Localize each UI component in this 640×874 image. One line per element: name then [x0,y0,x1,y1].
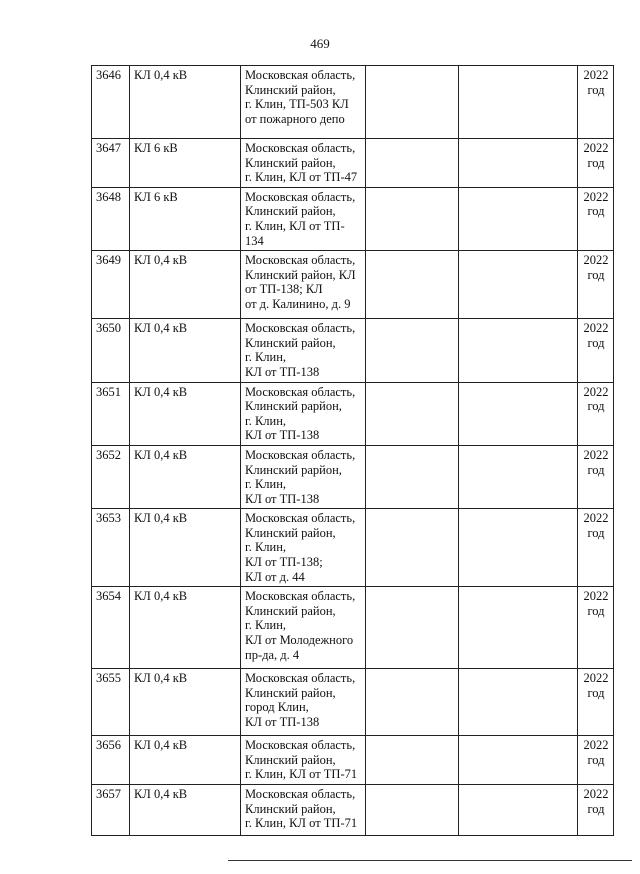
page-number: 469 [310,36,330,51]
year-line: год [587,685,605,700]
address-line: г. Клин, [245,413,287,428]
year-line: год [587,82,605,97]
address-line: КЛ от Молодежного [245,633,354,648]
table-row [92,251,614,319]
address-line: Московская область, [245,189,356,204]
year-line: 2022 [583,321,609,336]
address-line: г. Клин, ТП-503 КЛ [245,97,349,112]
address-cell [241,319,366,382]
row-number-cell: 3650 [92,319,130,382]
address-line: Московская область, [245,671,356,686]
year-cell [578,587,614,669]
year-cell [578,187,614,250]
year-cell [578,382,614,445]
address-line: Московская область, [245,68,356,82]
empty-cell [366,785,459,836]
row-number-cell: 3656 [92,736,130,785]
address-line: Клинский район, [245,752,336,767]
empty-cell [459,785,578,836]
empty-cell [459,669,578,736]
year-line: 2022 [583,384,609,399]
address-line: КЛ от ТП-138 [245,364,320,379]
year-line: год [587,399,605,414]
year-line: 2022 [583,447,609,462]
row-number-cell: 3647 [92,139,130,188]
line-type-cell: КЛ 0,4 кВ [130,736,241,785]
empty-cell [366,187,459,250]
registry-table-body [92,66,614,836]
address-cell [241,587,366,669]
line-type-cell: КЛ 0,4 кВ [130,587,241,669]
address-line: Клинский район, [245,82,336,97]
table-row [92,382,614,445]
year-line: 2022 [583,68,609,82]
empty-cell [366,251,459,319]
year-line: 2022 [583,141,609,155]
empty-cell [459,319,578,382]
address-line: Клинский район, [245,801,336,816]
table-row [92,66,614,139]
row-number-cell: 3649 [92,251,130,319]
line-type-cell: КЛ 0,4 кВ [130,445,241,508]
empty-cell [366,587,459,669]
address-cell [241,66,366,139]
row-number-cell: 3654 [92,587,130,669]
address-cell [241,509,366,587]
address-cell [241,669,366,736]
year-cell [578,139,614,188]
address-line: Московская область, [245,511,356,526]
line-type-cell: КЛ 0,4 кВ [130,785,241,836]
address-line: Клинский район, КЛ [245,267,356,282]
table-row [92,509,614,587]
line-type-cell: КЛ 0,4 кВ [130,669,241,736]
table-row [92,319,614,382]
address-cell [241,251,366,319]
year-cell [578,785,614,836]
line-type-cell: КЛ 0,4 кВ [130,319,241,382]
address-line: Клинский рарйон, [245,399,342,414]
empty-cell [459,187,578,250]
address-line: Клинский район, [245,603,336,618]
empty-cell [366,445,459,508]
year-cell [578,445,614,508]
address-line: КЛ от ТП-138 [245,715,320,730]
address-line: Московская область, [245,384,356,399]
year-line: год [587,335,605,350]
address-line: г. Клин, КЛ от ТП-71 [245,816,358,831]
empty-cell [366,669,459,736]
row-number-cell: 3657 [92,785,130,836]
address-line: г. Клин, [245,477,287,492]
year-line: год [587,801,605,816]
address-line: Клинский район, [245,204,336,219]
address-line: Московская область, [245,447,356,462]
empty-cell [459,66,578,139]
address-line: КЛ от ТП-138 [245,428,320,443]
year-line: 2022 [583,671,609,686]
year-line: год [587,462,605,477]
line-type-cell: КЛ 0,4 кВ [130,66,241,139]
row-number-cell: 3655 [92,669,130,736]
empty-cell [459,509,578,587]
empty-cell [366,509,459,587]
address-line: Клинский район, [245,155,336,170]
address-cell [241,187,366,250]
year-cell [578,251,614,319]
empty-cell [459,139,578,188]
address-line: Московская область, [245,253,356,268]
row-number-cell: 3653 [92,509,130,587]
table-row [92,187,614,250]
address-line: Московская область, [245,321,356,336]
year-cell [578,509,614,587]
address-line: г. Клин, [245,618,287,633]
address-cell [241,736,366,785]
year-cell [578,66,614,139]
address-line: Московская область, [245,738,356,753]
line-type-cell: КЛ 0,4 кВ [130,509,241,587]
address-line: Московская область, [245,787,356,802]
table-row [92,445,614,508]
empty-cell [366,736,459,785]
year-line: 2022 [583,253,609,268]
bottom-rule [228,860,632,861]
line-type-cell: КЛ 0,4 кВ [130,382,241,445]
year-cell [578,669,614,736]
empty-cell [459,736,578,785]
address-line: Московская область, [245,141,356,155]
address-line: г. Клин, КЛ от ТП- [245,218,345,233]
address-line: КЛ от ТП-138 [245,491,320,506]
empty-cell [459,382,578,445]
address-line: Клинский рарйон, [245,462,342,477]
address-line: 134 [245,233,264,248]
row-number-cell: 3646 [92,66,130,139]
address-line: г. Клин, КЛ от ТП-71 [245,767,358,782]
year-line: год [587,155,605,170]
address-line: Клинский район, [245,525,336,540]
registry-table [91,65,614,836]
address-cell [241,785,366,836]
year-line: 2022 [583,738,609,753]
address-line: Клинский район, [245,685,336,700]
row-number-cell: 3651 [92,382,130,445]
empty-cell [366,139,459,188]
empty-cell [459,587,578,669]
table-row [92,785,614,836]
table-row [92,736,614,785]
year-line: 2022 [583,589,609,604]
year-cell [578,736,614,785]
address-line: от пожарного депо [245,111,345,126]
year-line: год [587,267,605,282]
empty-cell [459,251,578,319]
address-line: КЛ от ТП-138; [245,555,323,570]
address-line: г. Клин, [245,540,287,555]
address-line: г. Клин, [245,350,287,365]
address-line: Московская область, [245,589,356,604]
year-line: 2022 [583,511,609,526]
line-type-cell: КЛ 0,4 кВ [130,251,241,319]
line-type-cell: КЛ 6 кВ [130,139,241,188]
address-cell [241,445,366,508]
address-line: Клинский район, [245,335,336,350]
address-line: город Клин, [245,700,309,715]
address-cell [241,382,366,445]
year-line: год [587,752,605,767]
row-number-cell: 3648 [92,187,130,250]
empty-cell [366,319,459,382]
address-line: КЛ от д. 44 [245,569,305,584]
year-line: год [587,204,605,219]
table-row [92,669,614,736]
address-line: пр-да, д. 4 [245,647,300,662]
year-line: год [587,525,605,540]
address-cell [241,139,366,188]
year-cell [578,319,614,382]
year-line: 2022 [583,787,609,802]
table-row [92,139,614,188]
empty-cell [366,382,459,445]
year-line: год [587,603,605,618]
table-row [92,587,614,669]
row-number-cell: 3652 [92,445,130,508]
year-line: 2022 [583,189,609,204]
address-line: от д. Калинино, д. 9 [245,296,351,311]
empty-cell [366,66,459,139]
address-line: г. Клин, КЛ от ТП-47 [245,170,358,185]
address-line: от ТП-138; КЛ [245,282,323,297]
empty-cell [459,445,578,508]
line-type-cell: КЛ 6 кВ [130,187,241,250]
